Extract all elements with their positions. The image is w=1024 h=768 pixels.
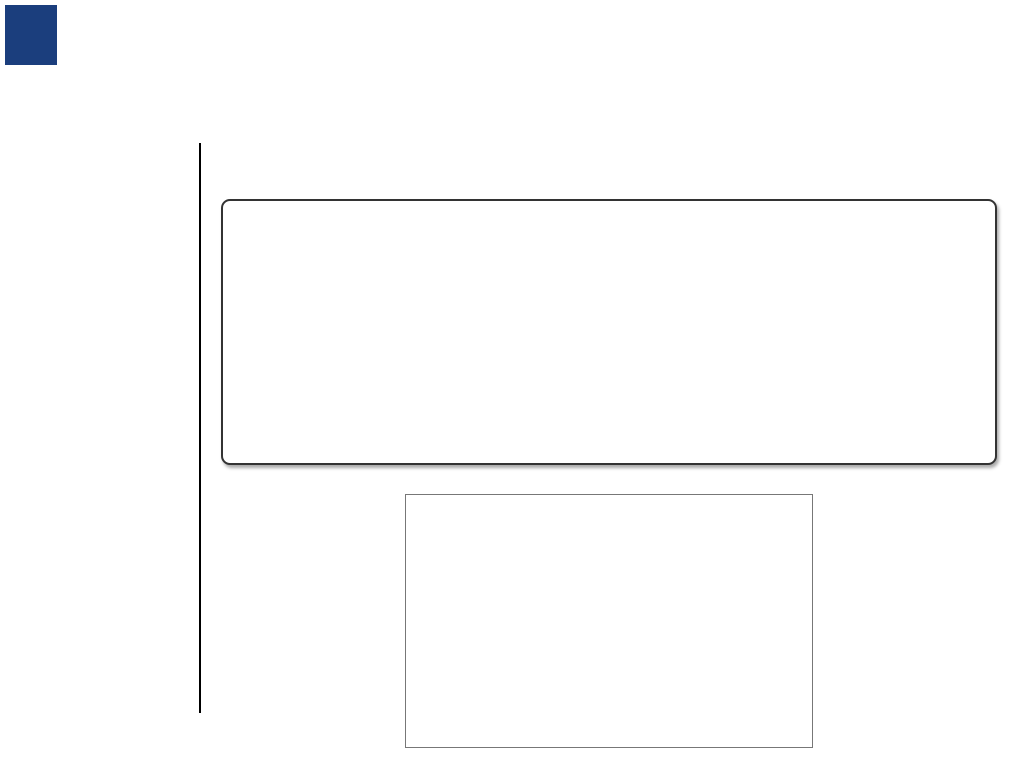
- pmi-logo: [5, 5, 150, 67]
- gantt-svg: [406, 495, 812, 747]
- vertical-divider: [199, 143, 201, 713]
- gantt-chart: [405, 494, 813, 748]
- dependency-types-box: [221, 199, 997, 465]
- pmi-mark: [5, 5, 57, 65]
